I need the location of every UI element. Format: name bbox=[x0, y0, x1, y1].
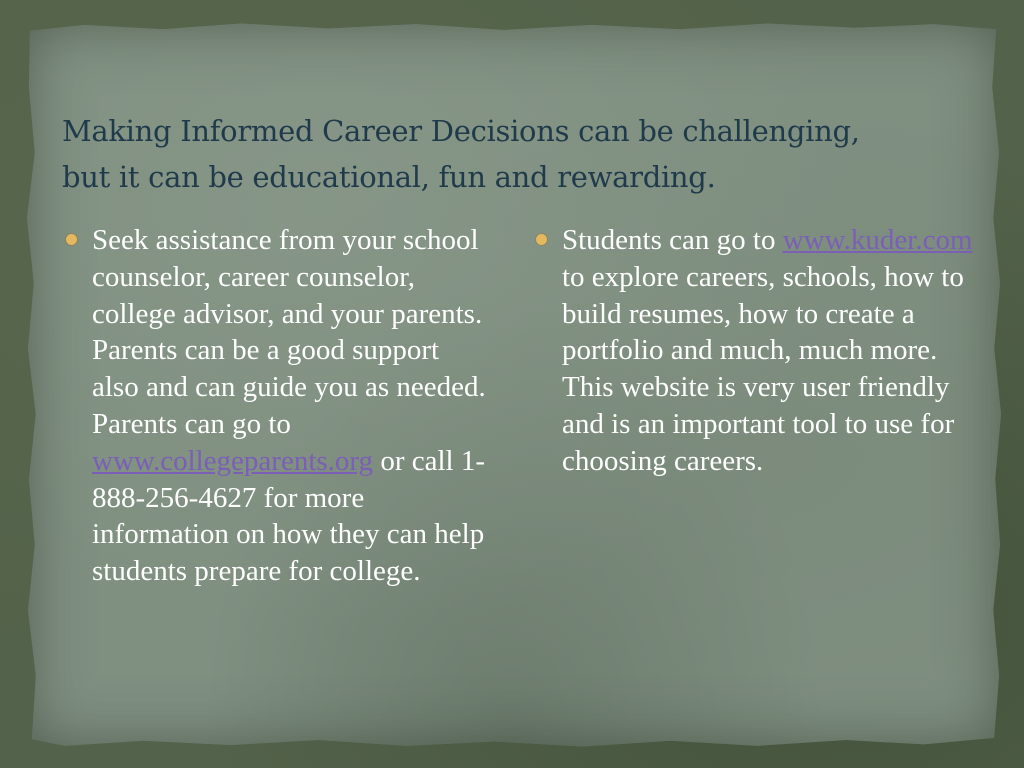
left-bullet-item bbox=[66, 222, 486, 590]
title-line-1: Making Informed Career Decisions can be challenging, bbox=[62, 114, 860, 148]
right-bullet-item bbox=[536, 222, 976, 480]
bullet-dot-icon bbox=[536, 234, 547, 245]
right-bullet-text-after-link: to explore careers, schools, how to build resumes, how to create a portfolio and much, much more. This website is very user friendly and is an important tool to use for choosing careers. bbox=[562, 260, 964, 477]
collegeparents-link[interactable]: www.collegeparents.org bbox=[92, 444, 374, 477]
right-bullet-text-before-link: Students can go to bbox=[562, 224, 783, 256]
kuder-link[interactable]: www.kuder.com bbox=[782, 224, 973, 256]
left-bullet-text-after-link: or call 1-888-256-4627 for more information on how they can help students prepare for college. bbox=[92, 444, 485, 588]
slide-title bbox=[62, 108, 962, 200]
left-column bbox=[66, 222, 486, 590]
right-column bbox=[536, 222, 976, 480]
left-bullet-text-before-link: Seek assistance from your school counselor, career counselor, college advisor, and your parents. Parents can be a good support also and can guide you as needed. Parents can go to bbox=[92, 224, 486, 440]
title-line-2: but it can be educational, fun and rewarding. bbox=[62, 160, 716, 194]
bullet-dot-icon bbox=[66, 234, 77, 245]
